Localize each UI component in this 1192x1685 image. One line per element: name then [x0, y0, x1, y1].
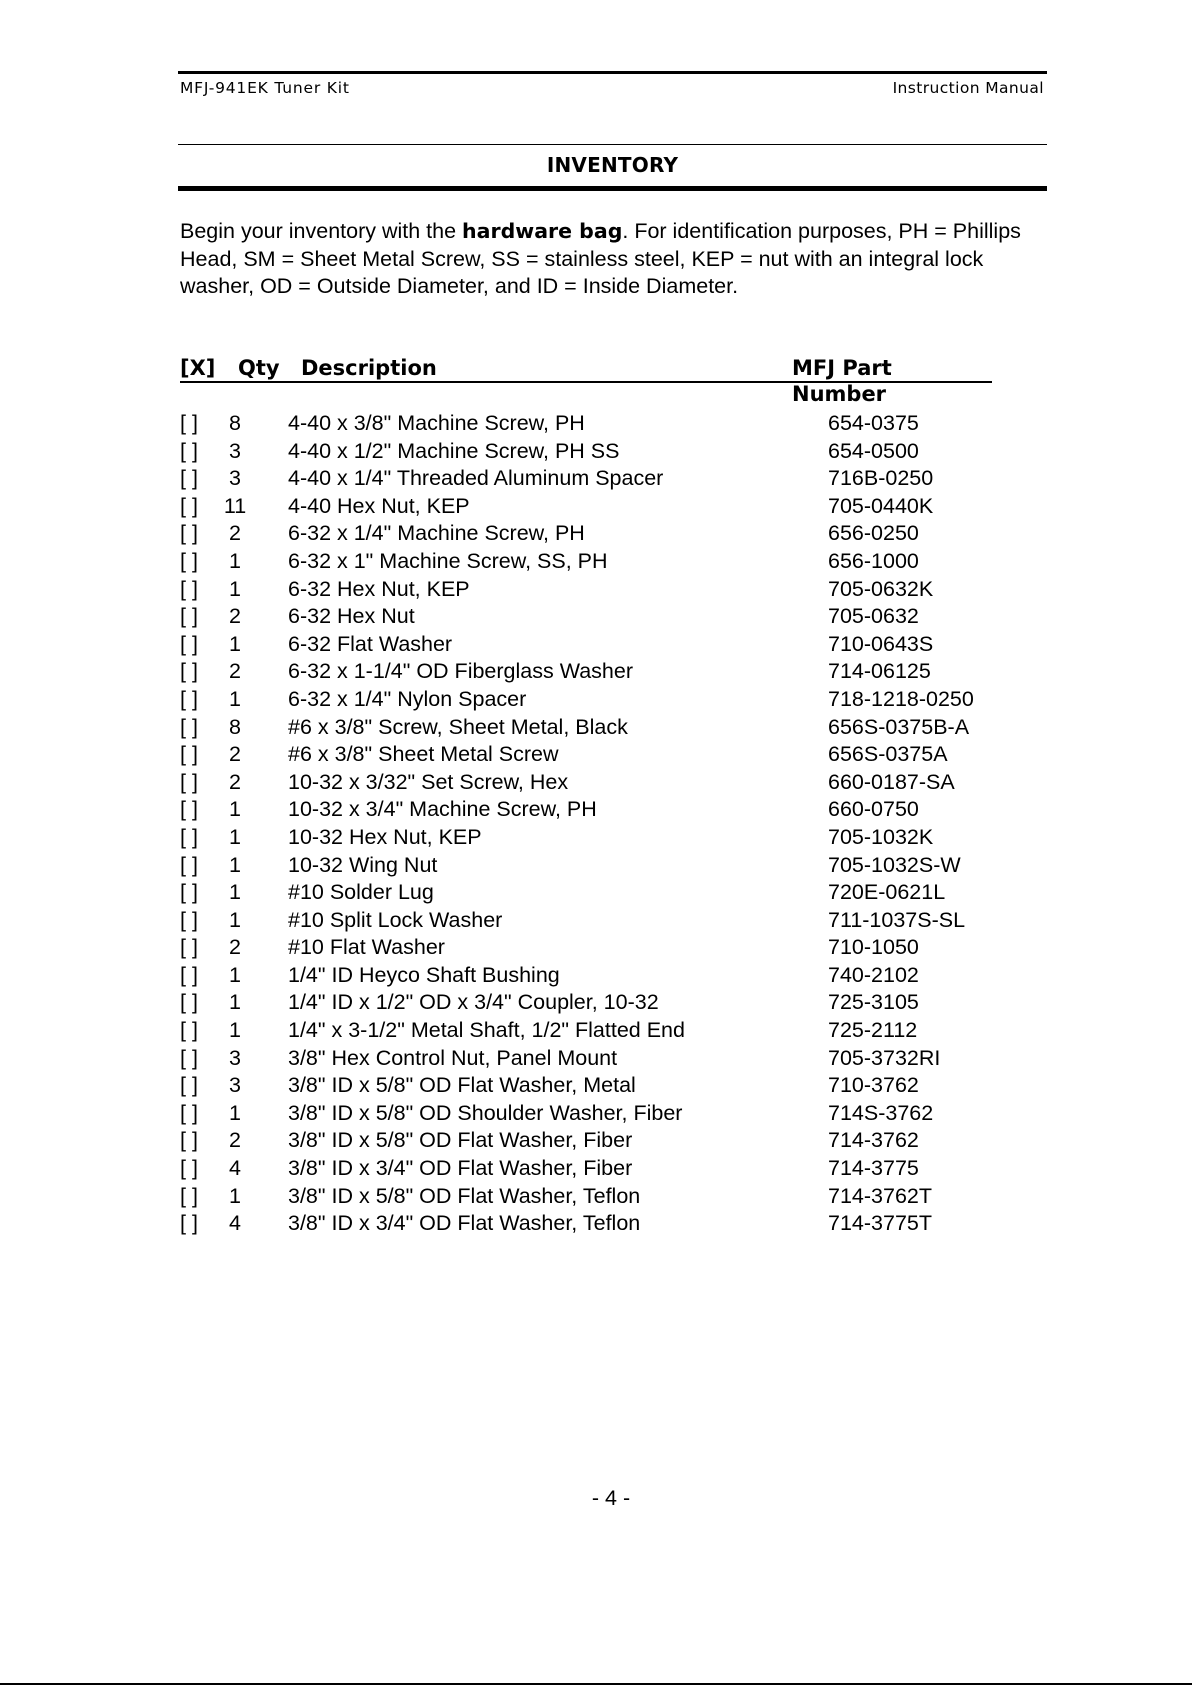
row-checkbox[interactable]: [ ] [180, 1183, 198, 1208]
row-part-number: 705-0632 [828, 604, 919, 629]
row-quantity: 2 [229, 521, 241, 546]
row-description: 10-32 Wing Nut [288, 852, 438, 877]
row-part-number: 710-1050 [828, 935, 919, 960]
row-part-number: 714S-3762 [828, 1100, 934, 1125]
manual-type: Instruction Manual [892, 79, 1044, 97]
row-description: 3/8" ID x 5/8" OD Flat Washer, Teflon [288, 1183, 641, 1208]
row-part-number: 656S-0375A [828, 742, 948, 767]
row-part-number: 740-2102 [828, 962, 919, 987]
row-quantity: 2 [229, 659, 241, 684]
row-checkbox[interactable]: [ ] [180, 631, 198, 656]
row-checkbox[interactable]: [ ] [180, 686, 198, 711]
row-part-number: 705-0440K [828, 493, 934, 518]
section-rule-top [178, 144, 1047, 145]
section-rule-bottom [178, 186, 1047, 191]
row-quantity: 1 [229, 797, 241, 822]
row-checkbox[interactable]: [ ] [180, 521, 198, 546]
column-header-part-number: MFJ Part Number [792, 356, 892, 406]
row-part-number: 711-1037S-SL [828, 907, 966, 932]
table-row [180, 520, 1030, 548]
row-quantity: 1 [229, 1183, 241, 1208]
row-part-number: 705-0632K [828, 576, 934, 601]
row-checkbox[interactable]: [ ] [180, 935, 198, 960]
row-part-number: 716B-0250 [828, 466, 934, 491]
row-checkbox[interactable]: [ ] [180, 797, 198, 822]
row-description: 3/8" ID x 5/8" OD Flat Washer, Metal [288, 1073, 636, 1098]
section-title: INVENTORY [546, 153, 679, 177]
row-part-number: 720E-0621L [828, 880, 946, 905]
table-row [180, 410, 1030, 438]
row-description: 4-40 x 1/4" Threaded Aluminum Spacer [288, 466, 664, 491]
row-description: 6-32 x 1-1/4" OD Fiberglass Washer [288, 659, 633, 684]
row-quantity: 3 [229, 1073, 241, 1098]
table-row [180, 1183, 1030, 1211]
table-row [180, 576, 1030, 604]
row-checkbox[interactable]: [ ] [180, 962, 198, 987]
table-row [180, 907, 1030, 935]
table-row [180, 465, 1030, 493]
row-checkbox[interactable]: [ ] [180, 1045, 198, 1070]
table-row [180, 1127, 1030, 1155]
row-quantity: 2 [229, 1128, 241, 1153]
row-checkbox[interactable]: [ ] [180, 1156, 198, 1181]
row-quantity: 8 [229, 411, 241, 435]
row-part-number: 656S-0375B-A [828, 714, 970, 739]
row-description: #6 x 3/8" Screw, Sheet Metal, Black [288, 714, 628, 739]
inventory-table-header [180, 355, 992, 406]
row-part-number: 705-1032K [828, 824, 934, 849]
row-checkbox[interactable]: [ ] [180, 548, 198, 573]
table-row [180, 1210, 1030, 1238]
table-row [180, 603, 1030, 631]
row-description: 6-32 x 1/4" Machine Screw, PH [288, 521, 585, 546]
row-quantity: 2 [229, 769, 241, 794]
table-row [180, 824, 1030, 852]
row-quantity: 1 [229, 1100, 241, 1125]
row-checkbox[interactable]: [ ] [180, 990, 198, 1015]
page-number: - 4 - [591, 1486, 631, 1510]
row-quantity: 2 [229, 935, 241, 960]
table-row [180, 438, 1030, 466]
row-description: 10-32 Hex Nut, KEP [288, 824, 482, 849]
row-description: 4-40 x 1/2" Machine Screw, PH SS [288, 438, 620, 463]
table-row [180, 714, 1030, 742]
row-checkbox[interactable]: [ ] [180, 1073, 198, 1098]
row-description: 3/8" ID x 3/4" OD Flat Washer, Teflon [288, 1211, 641, 1236]
row-description: 1/4" x 3-1/2" Metal Shaft, 1/2" Flatted End [288, 1018, 685, 1043]
row-part-number: 725-2112 [828, 1018, 918, 1043]
manual-title: MFJ-941EK Tuner Kit [180, 79, 350, 97]
row-description: 1/4" ID x 1/2" OD x 3/4" Coupler, 10-32 [288, 990, 659, 1015]
row-description: 6-32 Hex Nut, KEP [288, 576, 470, 601]
row-part-number: 714-3775 [828, 1156, 919, 1181]
row-description: 6-32 x 1/4" Nylon Spacer [288, 686, 527, 711]
table-row [180, 1100, 1030, 1128]
row-description: 4-40 x 3/8" Machine Screw, PH [288, 411, 585, 435]
row-description: 3/8" ID x 5/8" OD Flat Washer, Fiber [288, 1128, 633, 1153]
table-row [180, 548, 1030, 576]
table-row [180, 686, 1030, 714]
row-quantity: 1 [229, 852, 241, 877]
row-quantity: 1 [229, 990, 241, 1015]
row-part-number: 710-0643S [828, 631, 934, 656]
row-description: #10 Solder Lug [288, 880, 434, 905]
table-row [180, 962, 1030, 990]
row-part-number: 705-1032S-W [828, 852, 961, 877]
column-header-description: Description [301, 356, 437, 380]
row-quantity: 8 [229, 714, 241, 739]
row-description: 6-32 Flat Washer [288, 631, 453, 656]
row-checkbox[interactable]: [ ] [180, 714, 198, 739]
table-row [180, 631, 1030, 659]
row-part-number: 660-0187-SA [828, 769, 955, 794]
intro-paragraph [180, 218, 1030, 301]
row-description: #10 Split Lock Washer [288, 907, 503, 932]
row-quantity: 4 [229, 1156, 241, 1181]
row-quantity: 1 [229, 686, 241, 711]
row-checkbox[interactable]: [ ] [180, 411, 198, 435]
row-checkbox[interactable]: [ ] [180, 1018, 198, 1043]
row-quantity: 1 [229, 824, 241, 849]
row-part-number: 714-06125 [828, 659, 931, 684]
row-quantity: 1 [229, 1018, 241, 1043]
header-rule [178, 71, 1047, 74]
row-part-number: 654-0500 [828, 438, 919, 463]
row-part-number: 656-1000 [828, 548, 919, 573]
inventory-list [180, 410, 1030, 1238]
row-checkbox[interactable]: [ ] [180, 1211, 198, 1236]
row-checkbox[interactable]: [ ] [180, 659, 198, 684]
row-checkbox[interactable]: [ ] [180, 576, 198, 601]
table-row [180, 989, 1030, 1017]
row-part-number: 725-3105 [828, 990, 919, 1015]
row-quantity: 1 [229, 548, 241, 573]
row-checkbox[interactable]: [ ] [180, 438, 198, 463]
table-row [180, 879, 1030, 907]
table-row [180, 852, 1030, 880]
row-description: 6-32 x 1" Machine Screw, SS, PH [288, 548, 608, 573]
row-description: 10-32 x 3/4" Machine Screw, PH [288, 797, 597, 822]
row-checkbox[interactable]: [ ] [180, 1100, 198, 1125]
row-description: 1/4" ID Heyco Shaft Bushing [288, 962, 560, 987]
table-row [180, 934, 1030, 962]
column-header-qty: Qty [238, 356, 280, 380]
row-part-number: 654-0375 [828, 411, 919, 435]
column-header-check: [X] [180, 356, 216, 380]
row-checkbox[interactable]: [ ] [180, 907, 198, 932]
row-description: 3/8" ID x 3/4" OD Flat Washer, Fiber [288, 1156, 633, 1181]
row-quantity: 1 [229, 631, 241, 656]
row-part-number: 705-3732RI [828, 1045, 941, 1070]
row-quantity: 11 [223, 493, 247, 518]
table-row [180, 1072, 1030, 1100]
row-checkbox[interactable]: [ ] [180, 824, 198, 849]
row-checkbox[interactable]: [ ] [180, 880, 198, 905]
intro-bold-term: hardware bag [462, 219, 623, 243]
row-quantity: 1 [229, 962, 241, 987]
row-part-number: 656-0250 [828, 521, 919, 546]
row-quantity: 3 [229, 466, 241, 491]
row-description: 6-32 Hex Nut [288, 604, 415, 629]
row-part-number: 714-3775T [828, 1211, 932, 1236]
row-description: #6 x 3/8" Sheet Metal Screw [288, 742, 559, 767]
table-row [180, 769, 1030, 797]
row-part-number: 714-3762T [828, 1183, 932, 1208]
table-row [180, 1017, 1030, 1045]
row-part-number: 660-0750 [828, 797, 919, 822]
table-row [180, 741, 1030, 769]
table-row [180, 1045, 1030, 1073]
intro-text-start: Begin your inventory with the [180, 219, 463, 243]
row-quantity: 3 [229, 1045, 241, 1070]
row-checkbox[interactable]: [ ] [180, 742, 198, 767]
row-part-number: 714-3762 [828, 1128, 919, 1153]
row-part-number: 718-1218-0250 [828, 686, 974, 711]
row-quantity: 1 [229, 880, 241, 905]
row-description: #10 Flat Washer [288, 935, 445, 960]
row-part-number: 710-3762 [828, 1073, 919, 1098]
row-checkbox[interactable]: [ ] [180, 852, 198, 877]
intro-text-end: . For identification purposes, PH = Phillips Head, SM = Sheet Metal Screw, SS = stainless steel, KEP = nut with an integral lock washer, OD = Outside Diameter, and ID = Inside Diameter. [180, 219, 1021, 298]
row-description: 3/8" ID x 5/8" OD Shoulder Washer, Fiber [288, 1100, 683, 1125]
row-quantity: 1 [229, 907, 241, 932]
row-checkbox[interactable]: [ ] [180, 769, 198, 794]
row-quantity: 2 [229, 742, 241, 767]
row-quantity: 4 [229, 1211, 241, 1236]
row-quantity: 2 [229, 604, 241, 629]
row-description: 10-32 x 3/32" Set Screw, Hex [288, 769, 569, 794]
table-row [180, 1155, 1030, 1183]
table-row [180, 796, 1030, 824]
row-checkbox[interactable]: [ ] [180, 1128, 198, 1153]
row-checkbox[interactable]: [ ] [180, 466, 198, 491]
row-description: 3/8" Hex Control Nut, Panel Mount [288, 1045, 618, 1070]
row-description: 4-40 Hex Nut, KEP [288, 493, 470, 518]
table-row [180, 658, 1030, 686]
row-checkbox[interactable]: [ ] [180, 604, 198, 629]
table-row [180, 493, 1030, 521]
row-quantity: 1 [229, 576, 241, 601]
row-quantity: 3 [229, 438, 241, 463]
row-checkbox[interactable]: [ ] [180, 493, 198, 518]
